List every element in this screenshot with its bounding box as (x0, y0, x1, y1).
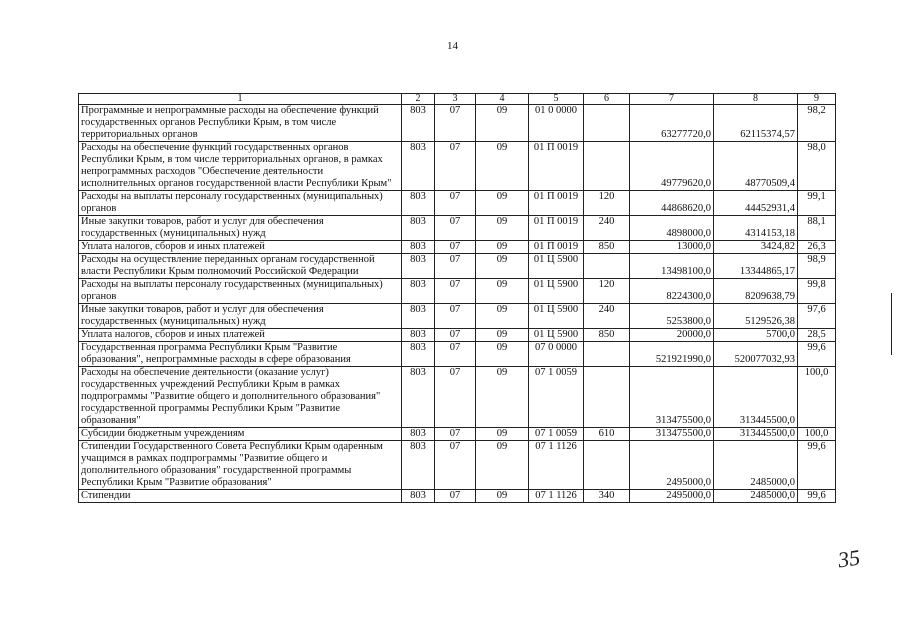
header-cell: 1 (79, 94, 402, 105)
table-row (79, 105, 836, 142)
section-cell: 07 (435, 428, 476, 441)
planned-amount-cell: 49779620,0 (630, 142, 714, 191)
planned-amount-cell: 313475500,0 (630, 428, 714, 441)
planned-amount-cell: 13498100,0 (630, 254, 714, 279)
section-cell: 07 (435, 254, 476, 279)
section-cell: 07 (435, 142, 476, 191)
table-row (79, 367, 836, 428)
expense-type-cell: 240 (584, 216, 630, 241)
actual-amount-cell: 44452931,4 (714, 191, 798, 216)
expense-type-cell (584, 441, 630, 490)
subsection-cell: 09 (476, 105, 529, 142)
row-name-cell: Субсидии бюджетным учреждениям (79, 428, 402, 441)
target-item-cell: 07 0 0000 (529, 342, 584, 367)
percent-cell: 99,1 (798, 191, 836, 216)
table-row (79, 304, 836, 329)
admin-code-cell: 803 (402, 441, 435, 490)
header-cell: 7 (630, 94, 714, 105)
page-number: 14 (447, 40, 458, 52)
table-row (79, 490, 836, 503)
header-cell: 8 (714, 94, 798, 105)
row-name-cell: Иные закупки товаров, работ и услуг для обеспечения государственных (муниципальных) нужд (79, 216, 402, 241)
row-name-cell: Расходы на обеспечение деятельности (оказание услуг) государственных учреждений Республики Крым в рамках подпрограммы "Развитие общего и дополнительного образования" государственной программы Республики Крым "Развитие образования" (79, 367, 402, 428)
admin-code-cell: 803 (402, 304, 435, 329)
actual-amount-cell: 313445500,0 (714, 428, 798, 441)
actual-amount-cell: 48770509,4 (714, 142, 798, 191)
expense-type-cell: 340 (584, 490, 630, 503)
target-item-cell: 07 1 0059 (529, 428, 584, 441)
target-item-cell: 01 Ц 5900 (529, 329, 584, 342)
subsection-cell: 09 (476, 142, 529, 191)
planned-amount-cell: 313475500,0 (630, 367, 714, 428)
table-row (79, 142, 836, 191)
actual-amount-cell: 8209638,79 (714, 279, 798, 304)
expense-type-cell: 610 (584, 428, 630, 441)
planned-amount-cell: 44868620,0 (630, 191, 714, 216)
row-name-cell: Расходы на выплаты персоналу государственных (муниципальных) органов (79, 279, 402, 304)
section-cell: 07 (435, 216, 476, 241)
subsection-cell: 09 (476, 367, 529, 428)
expense-type-cell (584, 142, 630, 191)
percent-cell: 99,6 (798, 342, 836, 367)
percent-cell: 88,1 (798, 216, 836, 241)
header-cell: 6 (584, 94, 630, 105)
row-name-cell: Иные закупки товаров, работ и услуг для обеспечения государственных (муниципальных) нужд (79, 304, 402, 329)
subsection-cell: 09 (476, 279, 529, 304)
target-item-cell: 07 1 0059 (529, 367, 584, 428)
row-name-cell: Программные и непрограммные расходы на обеспечение функций государственных органов Республики Крым, в том числе территориальных органов (79, 105, 402, 142)
target-item-cell: 07 1 1126 (529, 490, 584, 503)
table-row (79, 279, 836, 304)
planned-amount-cell: 63277720,0 (630, 105, 714, 142)
row-name-cell: Уплата налогов, сборов и иных платежей (79, 329, 402, 342)
expense-type-cell (584, 367, 630, 428)
actual-amount-cell: 13344865,17 (714, 254, 798, 279)
subsection-cell: 09 (476, 254, 529, 279)
planned-amount-cell: 521921990,0 (630, 342, 714, 367)
percent-cell: 28,5 (798, 329, 836, 342)
expense-type-cell: 240 (584, 304, 630, 329)
percent-cell: 100,0 (798, 367, 836, 428)
actual-amount-cell: 5129526,38 (714, 304, 798, 329)
expense-type-cell: 850 (584, 329, 630, 342)
section-cell: 07 (435, 342, 476, 367)
row-name-cell: Расходы на выплаты персоналу государственных (муниципальных) органов (79, 191, 402, 216)
expense-type-cell: 120 (584, 279, 630, 304)
subsection-cell: 09 (476, 342, 529, 367)
budget-table (78, 93, 836, 503)
target-item-cell: 01 П 0019 (529, 191, 584, 216)
table-row (79, 329, 836, 342)
section-cell: 07 (435, 241, 476, 254)
percent-cell: 97,6 (798, 304, 836, 329)
actual-amount-cell: 62115374,57 (714, 105, 798, 142)
admin-code-cell: 803 (402, 490, 435, 503)
handwritten-page-mark: 35 (836, 544, 862, 573)
section-cell: 07 (435, 191, 476, 216)
planned-amount-cell: 4898000,0 (630, 216, 714, 241)
subsection-cell: 09 (476, 304, 529, 329)
target-item-cell: 01 Ц 5900 (529, 279, 584, 304)
admin-code-cell: 803 (402, 191, 435, 216)
margin-line (891, 293, 892, 355)
admin-code-cell: 803 (402, 216, 435, 241)
admin-code-cell: 803 (402, 342, 435, 367)
subsection-cell: 09 (476, 191, 529, 216)
subsection-cell: 09 (476, 490, 529, 503)
actual-amount-cell: 2485000,0 (714, 441, 798, 490)
section-cell: 07 (435, 329, 476, 342)
expense-type-cell: 850 (584, 241, 630, 254)
admin-code-cell: 803 (402, 279, 435, 304)
target-item-cell: 01 П 0019 (529, 216, 584, 241)
expense-type-cell (584, 105, 630, 142)
header-row (79, 94, 836, 105)
subsection-cell: 09 (476, 441, 529, 490)
admin-code-cell: 803 (402, 142, 435, 191)
header-cell: 4 (476, 94, 529, 105)
header-cell: 2 (402, 94, 435, 105)
header-cell: 3 (435, 94, 476, 105)
percent-cell: 98,0 (798, 142, 836, 191)
planned-amount-cell: 13000,0 (630, 241, 714, 254)
expense-type-cell: 120 (584, 191, 630, 216)
actual-amount-cell: 2485000,0 (714, 490, 798, 503)
row-name-cell: Уплата налогов, сборов и иных платежей (79, 241, 402, 254)
subsection-cell: 09 (476, 241, 529, 254)
header-cell: 9 (798, 94, 836, 105)
percent-cell: 98,2 (798, 105, 836, 142)
subsection-cell: 09 (476, 428, 529, 441)
target-item-cell: 01 0 0000 (529, 105, 584, 142)
actual-amount-cell: 520077032,93 (714, 342, 798, 367)
admin-code-cell: 803 (402, 367, 435, 428)
section-cell: 07 (435, 367, 476, 428)
expense-type-cell (584, 342, 630, 367)
row-name-cell: Стипендии (79, 490, 402, 503)
actual-amount-cell: 5700,0 (714, 329, 798, 342)
table-row (79, 241, 836, 254)
target-item-cell: 01 Ц 5900 (529, 304, 584, 329)
target-item-cell: 07 1 1126 (529, 441, 584, 490)
subsection-cell: 09 (476, 216, 529, 241)
admin-code-cell: 803 (402, 241, 435, 254)
table-row (79, 254, 836, 279)
table-row (79, 441, 836, 490)
row-name-cell: Расходы на осуществление переданных органам государственной власти Республики Крым полномочий Российской Федерации (79, 254, 402, 279)
planned-amount-cell: 2495000,0 (630, 490, 714, 503)
target-item-cell: 01 Ц 5900 (529, 254, 584, 279)
percent-cell: 99,8 (798, 279, 836, 304)
admin-code-cell: 803 (402, 329, 435, 342)
header-cell: 5 (529, 94, 584, 105)
admin-code-cell: 803 (402, 254, 435, 279)
table-row (79, 191, 836, 216)
admin-code-cell: 803 (402, 105, 435, 142)
actual-amount-cell: 3424,82 (714, 241, 798, 254)
planned-amount-cell: 2495000,0 (630, 441, 714, 490)
planned-amount-cell: 8224300,0 (630, 279, 714, 304)
actual-amount-cell: 4314153,18 (714, 216, 798, 241)
percent-cell: 98,9 (798, 254, 836, 279)
planned-amount-cell: 5253800,0 (630, 304, 714, 329)
percent-cell: 100,0 (798, 428, 836, 441)
table-row (79, 216, 836, 241)
section-cell: 07 (435, 441, 476, 490)
percent-cell: 99,6 (798, 490, 836, 503)
admin-code-cell: 803 (402, 428, 435, 441)
target-item-cell: 01 П 0019 (529, 142, 584, 191)
section-cell: 07 (435, 279, 476, 304)
percent-cell: 99,6 (798, 441, 836, 490)
row-name-cell: Расходы на обеспечение функций государственных органов Республики Крым, в том числе территориальных органов, в рамках непрограммных расходов "Обеспечение деятельности исполнительных органов государственной власти Республики Крым" (79, 142, 402, 191)
planned-amount-cell: 20000,0 (630, 329, 714, 342)
row-name-cell: Стипендии Государственного Совета Республики Крым одаренным учащимся в рамках подпрограммы "Развитие общего и дополнительного образования" государственной программы Республики Крым "Развитие образования" (79, 441, 402, 490)
actual-amount-cell: 313445500,0 (714, 367, 798, 428)
row-name-cell: Государственная программа Республики Крым "Развитие образования", непрограммные расходы в сфере образования (79, 342, 402, 367)
section-cell: 07 (435, 304, 476, 329)
table-row (79, 428, 836, 441)
subsection-cell: 09 (476, 329, 529, 342)
table-row (79, 342, 836, 367)
target-item-cell: 01 П 0019 (529, 241, 584, 254)
section-cell: 07 (435, 105, 476, 142)
percent-cell: 26,3 (798, 241, 836, 254)
section-cell: 07 (435, 490, 476, 503)
expense-type-cell (584, 254, 630, 279)
